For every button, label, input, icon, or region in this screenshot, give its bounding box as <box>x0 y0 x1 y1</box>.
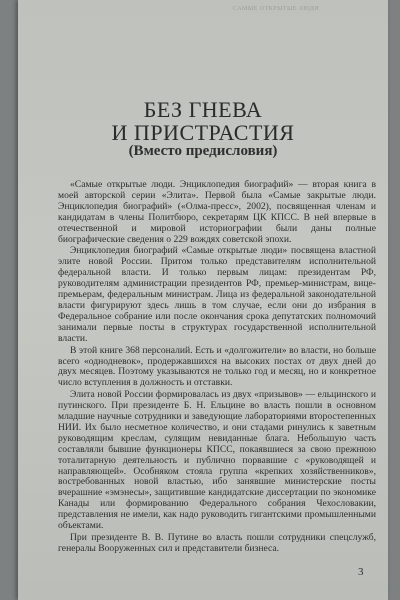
chapter-title-line-2: И ПРИСТРАСТИЯ <box>111 120 295 145</box>
body-text <box>58 180 376 555</box>
page-number: 3 <box>358 566 364 578</box>
book-page <box>18 0 388 600</box>
running-header-showthrough: САМЫЕ ОТКРЫТЫЕ ЛЮДИ <box>233 6 320 12</box>
paragraph: «Самые открытые люди. Энциклопедия биографий» — вторая книга в моей авторской серии «Элита». Первой была «Самые закрытые люди. Энциклопедия биографий» («Олма-пресс», 2002), посвященная членам и кандидатам в члены Политбюро, секретарям ЦК КПСС. В ней впервые в отечественной и мировой историографии были даны полные биографические сведения о 229 вождях советской эпохи. <box>58 179 376 245</box>
paragraph: Энциклопедия биографий «Самые открытые люди» посвящена властной элите новой России. Притом только представителям исполнительной федеральной власти. И только первым лицам: президентам РФ, руководителям администрации президентов РФ, премьер-министрам, вице-премьерам, федеральным министрам. Лица из федеральной законодательной власти фигурируют здесь лишь в том случае, если они до избрания в Федеральное собрание или после окончания срока депутатских полномочий занимали первые посты в структурах государственной исполнительной власти. <box>58 245 376 344</box>
chapter-title-line-1: БЕЗ ГНЕВА <box>143 97 263 122</box>
paragraph: В этой книге 368 персоналий. Есть и «долгожители» во власти, но больше всего «однодневок», продержавшихся на высоких постах от двух дней до двух месяцев. Поэтому указываются не только год и месяц, но и конкретное число вступления в должность и отставки. <box>58 344 376 389</box>
paragraph: Элита новой России формировалась из двух «призывов» — ельцинского и путинского. При президенте Б. Н. Ельцине во власть пошли в основном младшие научные сотрудники и заведующие лабораториями второстепенных НИИ. Их было несметное количество, и они стадами ринулись к заветным руководящим креслам, сулящим невиданные блага. Небольшую часть составляли бывшие функционеры КПСС, покаявшиеся за свою прежнюю тоталитарную деятельность и публично порвавшие с «руководящей и направляющей». Особняком стояла группа «крепких хозяйственников», востребованных новой властью, ибо занявшие министерские посты вчерашние «эмэнесы», защитившие кандидатские диссертации по экономике Канады или формированию Федерального собрания Чехословакии, представления не имели, как надо руководить гигантскими промышленными объектами. <box>58 389 376 532</box>
chapter-subtitle: (Вместо предисловия) <box>128 143 278 159</box>
paragraph: При президенте В. В. Путине во власть пошли сотрудники спецслужб, генералы Вооруженных сил и представители бизнеса. <box>58 532 376 554</box>
